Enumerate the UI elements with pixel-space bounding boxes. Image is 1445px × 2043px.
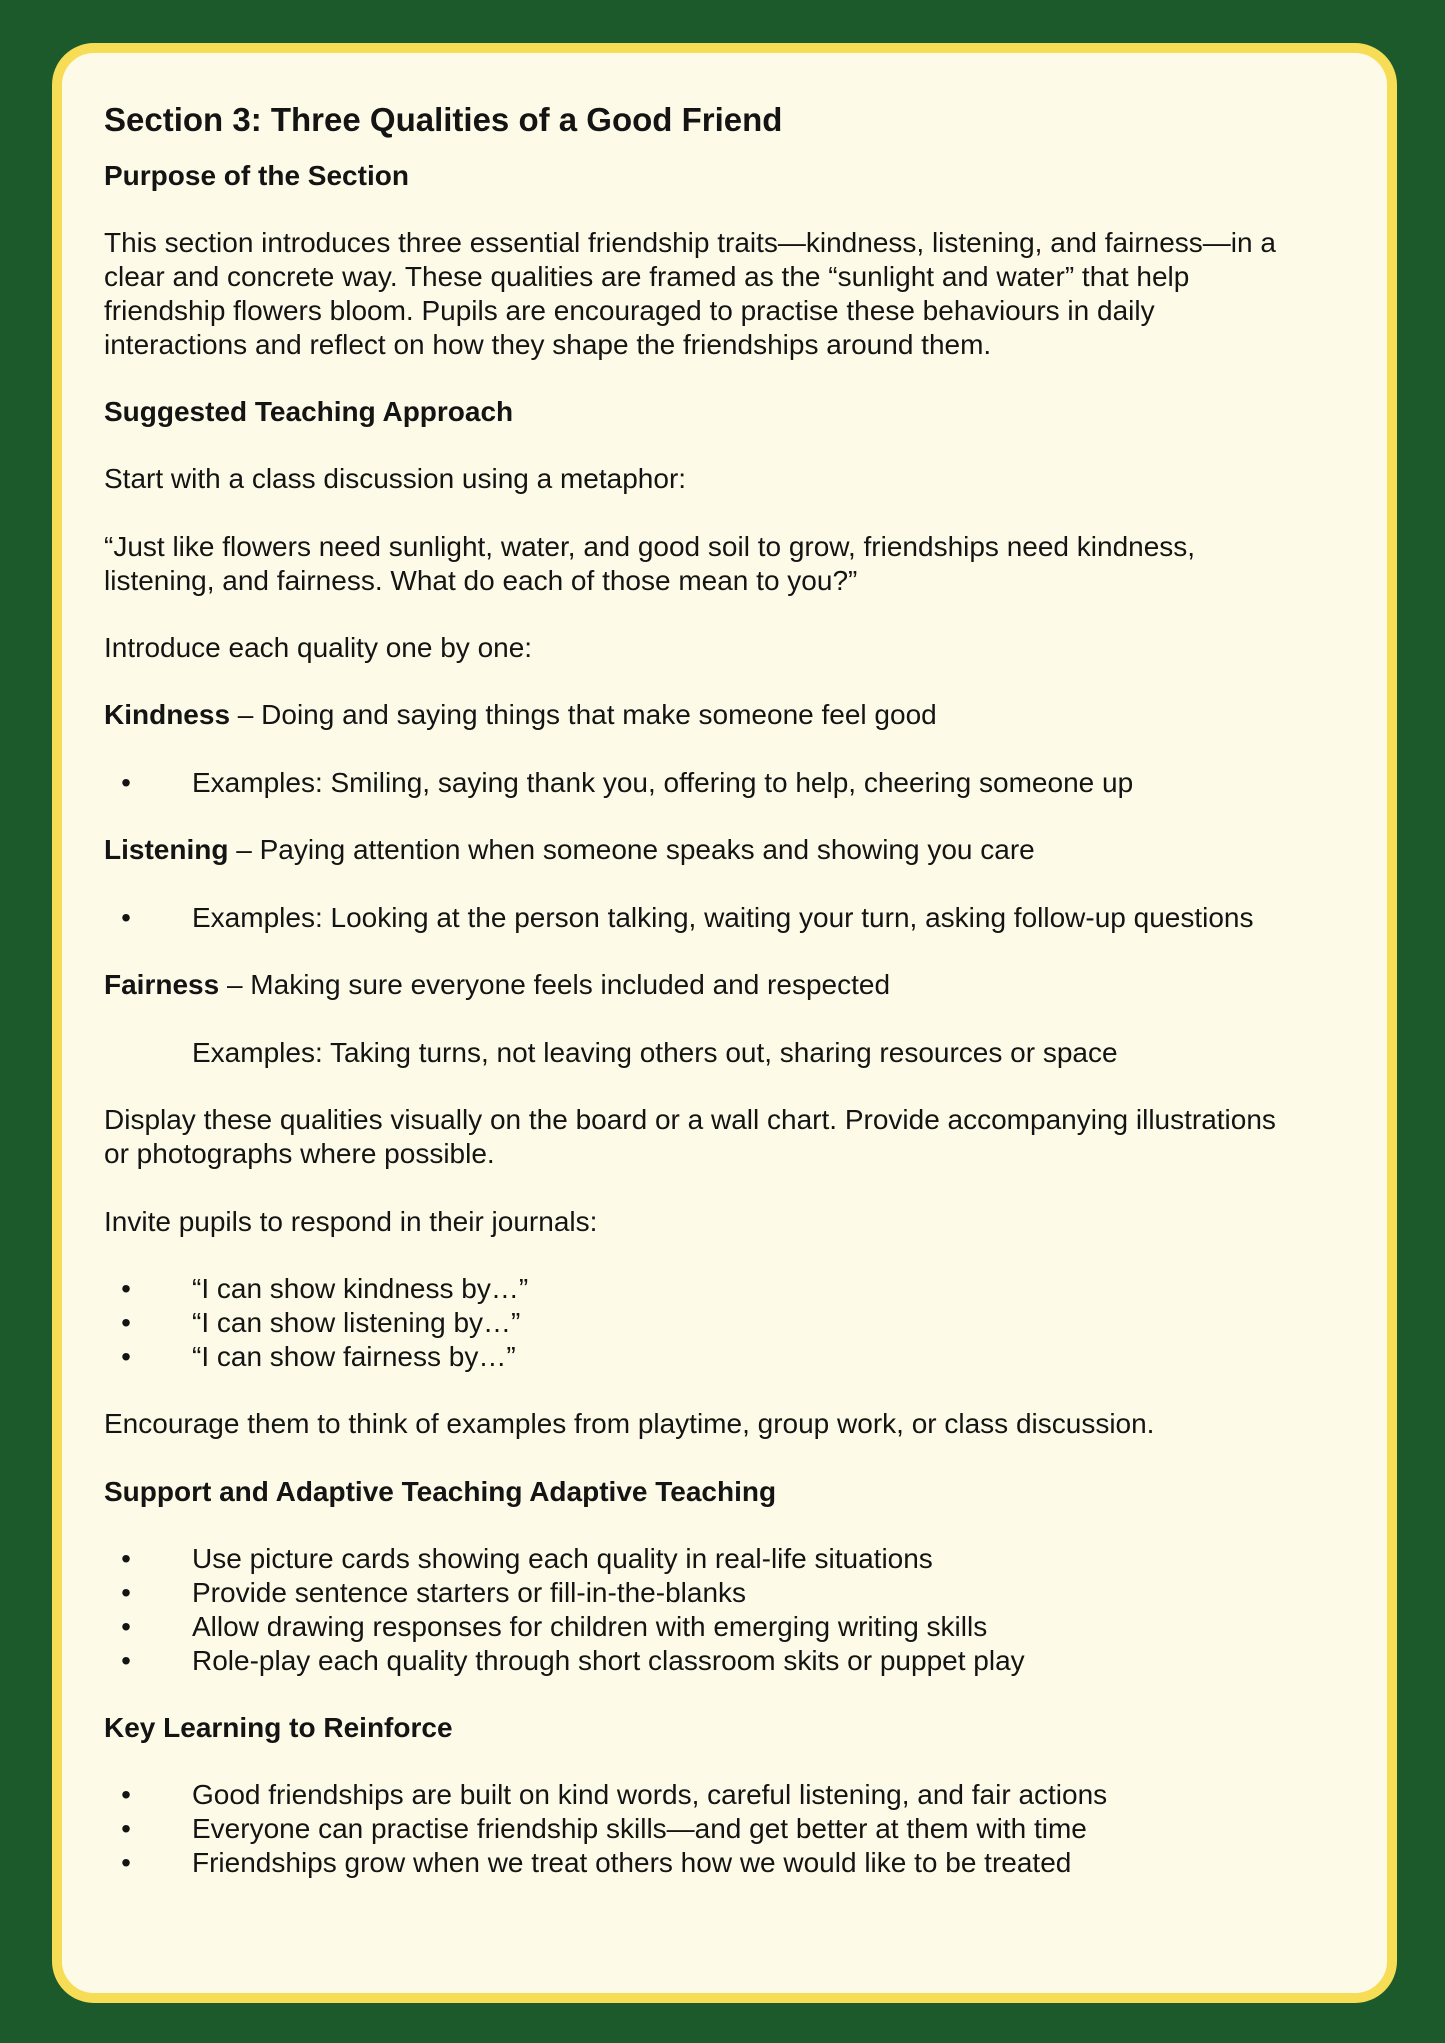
bullet-icon: • xyxy=(121,1273,131,1304)
quality-fairness xyxy=(104,968,890,1002)
quality-name: Kindness xyxy=(104,699,231,730)
journal-prompt: • “I can show listening by…” xyxy=(148,1306,476,1340)
quality-name: Fairness xyxy=(104,969,220,1000)
support-heading: Support and Adaptive Teaching Adaptive Teaching xyxy=(104,1476,777,1507)
journal-prompt: • “I can show kindness by…” xyxy=(148,1272,484,1306)
purpose-heading: Purpose of the Section xyxy=(104,160,409,191)
bullet-icon: • xyxy=(121,1779,131,1810)
approach-heading: Suggested Teaching Approach xyxy=(104,396,514,427)
purpose-line-3: friendship flowers bloom. Pupils are encouraged to practise these behaviours in daily xyxy=(104,295,1155,326)
purpose-line-1: This section introduces three essential friendship traits—kindness, listening, and fairness—in a xyxy=(104,227,1276,258)
purpose-line-2: clear and concrete way. These qualities are framed as the “sunlight and water” that help xyxy=(104,261,1190,292)
bullet-icon: • xyxy=(121,1577,131,1608)
support-item: • Use picture cards showing each quality in real-life situations xyxy=(148,1542,889,1576)
support-item: • Role-play each quality through short classroom skits or puppet play xyxy=(148,1644,981,1678)
quality-name: Listening xyxy=(104,834,229,865)
bullet-icon: • xyxy=(121,1847,131,1878)
metaphor-quote-line-2: listening, and fairness. What do each of those mean to you?” xyxy=(104,565,858,596)
support-item: • Provide sentence starters or fill-in-the-blanks xyxy=(148,1576,702,1610)
quality-listening xyxy=(104,833,1035,867)
key-learning-heading: Key Learning to Reinforce xyxy=(104,1712,453,1743)
display-line-1: Display these qualities visually on the board or a wall chart. Provide accompanying illustrations xyxy=(104,1104,1276,1135)
page-title: Section 3: Three Qualities of a Good Friend xyxy=(104,101,783,138)
encourage-text: Encourage them to think of examples from playtime, group work, or class discussion. xyxy=(104,1408,1155,1439)
purpose-line-4: interactions and reflect on how they shape the friendships around them. xyxy=(104,329,992,360)
bullet-icon: • xyxy=(121,1341,131,1372)
bullet-icon: • xyxy=(121,1307,131,1338)
bullet-icon: • xyxy=(121,1611,131,1642)
journal-intro: Invite pupils to respond in their journals: xyxy=(104,1206,598,1237)
quality-desc: – Doing and saying things that make someone feel good xyxy=(230,699,937,730)
support-item: • Allow drawing responses for children with emerging writing skills xyxy=(148,1610,943,1644)
quality-desc: – Paying attention when someone speaks and showing you care xyxy=(228,834,1035,865)
key-learning-item: • Friendships grow when we treat others how we would like to be treated xyxy=(148,1846,1027,1880)
kindness-example: • Examples: Smiling, saying thank you, offering to help, cheering someone up xyxy=(148,766,1089,800)
quality-kindness xyxy=(104,698,937,732)
bullet-icon: • xyxy=(121,1813,131,1844)
display-line-2: or photographs where possible. xyxy=(104,1138,495,1169)
bullet-icon: • xyxy=(121,767,131,798)
quality-desc: – Making sure everyone feels included and respected xyxy=(219,969,891,1000)
fairness-example: Examples: Taking turns, not leaving others out, sharing resources or space xyxy=(192,1037,1118,1068)
metaphor-quote-line-1: “Just like flowers need sunlight, water, and good soil to grow, friendships need kindness, xyxy=(104,531,1196,562)
bullet-icon: • xyxy=(121,1543,131,1574)
bullet-icon: • xyxy=(121,902,131,933)
introduce-qualities: Introduce each quality one by one: xyxy=(104,632,533,663)
key-learning-item: • Everyone can practise friendship skills—and get better at them with time xyxy=(148,1812,1043,1846)
bullet-icon: • xyxy=(121,1645,131,1676)
journal-prompt: • “I can show fairness by…” xyxy=(148,1340,472,1374)
key-learning-item: • Good friendships are built on kind words, careful listening, and fair actions xyxy=(148,1778,1063,1812)
listening-example: • Examples: Looking at the person talking, waiting your turn, asking follow-up questions xyxy=(148,901,1209,935)
approach-intro: Start with a class discussion using a metaphor: xyxy=(104,463,687,494)
